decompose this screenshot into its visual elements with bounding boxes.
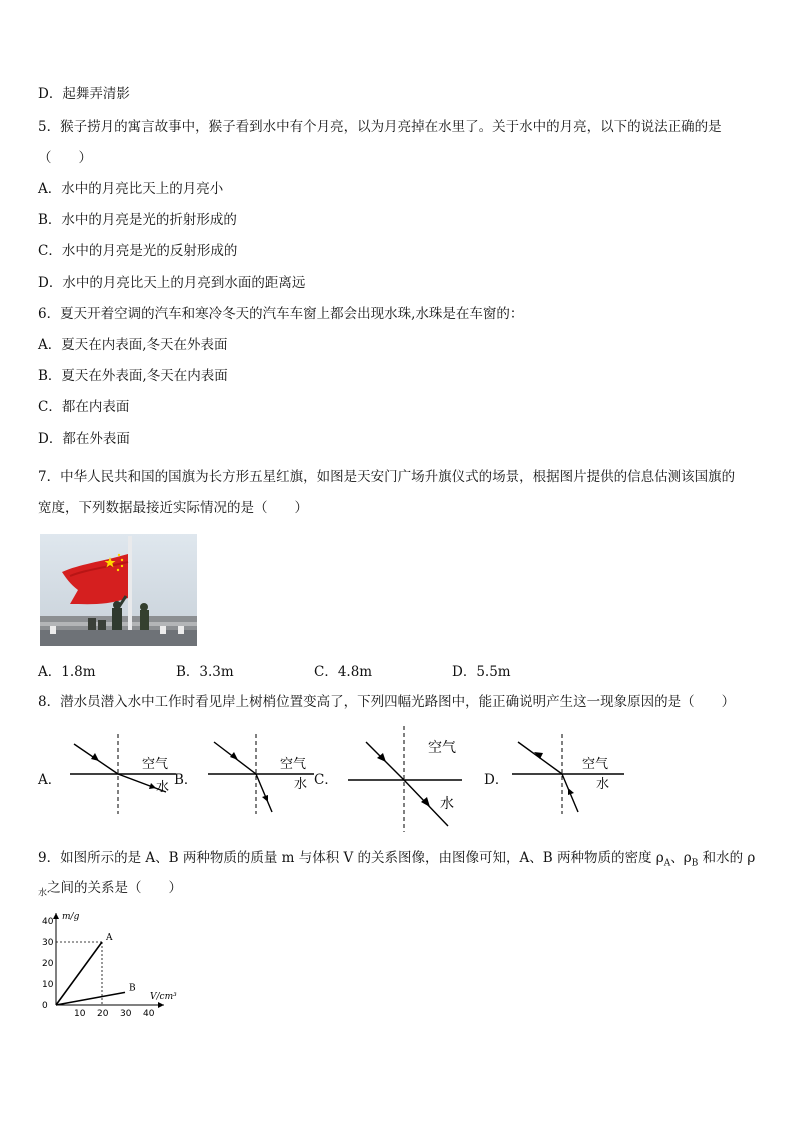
x-axis-arrow — [158, 1002, 164, 1008]
q9-stem-line2: $_水$之间的关系是（ ） — [38, 880, 183, 899]
series-label-b: B — [129, 983, 136, 994]
x-tick-label: 20 — [97, 1009, 109, 1019]
q6-stem: 6．夏天开着空调的汽车和寒冷冬天的汽车车窗上都会出现水珠,水珠是在车窗的： — [38, 306, 524, 322]
x-tick-label: 30 — [120, 1009, 132, 1019]
diagram-d-water-label: 水 — [596, 777, 610, 792]
x-tick-label: 10 — [74, 1009, 86, 1019]
q9-stem: 9．如图所示的是 A、B 两种物质的质量 m 与体积 V 的关系图像，由图像可知，A、B 两种物质的密度 $\rho_A$、$\rho_B$ 和水的 ρ — [38, 850, 756, 869]
q7-option-b: B．3.3m — [176, 664, 234, 680]
diagram-d-air-label: 空气 — [582, 757, 609, 772]
diagram-c-water-label: 水 — [440, 796, 454, 812]
q6-option-b: B．夏天在外表面,冬天在内表面 — [38, 368, 228, 384]
q7-stem-line2: 宽度，下列数据最接近实际情况的是（ ） — [38, 500, 308, 516]
q4-option-d: D．起舞弄清影 — [38, 86, 130, 102]
q7-option-a: A．1.8m — [38, 664, 96, 680]
series-line-b — [56, 992, 125, 1005]
q6-option-d: D．都在外表面 — [38, 431, 130, 447]
q8-stem: 8．潜水员潜入水中工作时看见岸上树梢位置变高了，下列四幅光路图中，能正确说明产生这一现象原因的是（ ） — [38, 694, 736, 710]
series-label-a: A — [106, 933, 113, 943]
diagram-a-air-label: 空气 — [142, 757, 169, 772]
q6-option-c: C．都在内表面 — [38, 399, 130, 415]
y-tick-label: 20 — [42, 959, 54, 969]
x-axis-label: V/cm³ — [150, 992, 177, 1002]
series-line-a — [56, 942, 102, 1005]
y-tick-label: 40 — [42, 917, 54, 927]
y-tick-label: 10 — [42, 980, 54, 990]
q5-option-b: B．水中的月亮是光的折射形成的 — [38, 212, 237, 228]
mass-volume-chart — [30, 908, 210, 1024]
q5-option-c: C．水中的月亮是光的反射形成的 — [38, 243, 238, 259]
diagram-a-water-label: 水 — [156, 780, 170, 795]
q5-stem: 5．猴子捞月的寓言故事中，猴子看到水中有个月亮，以为月亮掉在水里了。关于水中的月亮，以下的说法正确的是 — [38, 119, 722, 135]
q6-option-a: A．夏天在内表面,冬天在外表面 — [38, 337, 228, 353]
flag-raising-photo — [40, 534, 197, 646]
y-tick-label: 30 — [42, 938, 54, 948]
diagram-c-letter: C． — [314, 772, 338, 788]
diagram-a-letter: A． — [38, 772, 62, 788]
q7-option-c: C．4.8m — [314, 664, 373, 680]
diagram-b-water-label: 水 — [294, 777, 308, 792]
q5-option-a: A．水中的月亮比天上的月亮小 — [38, 181, 224, 197]
y-axis-arrow — [53, 913, 59, 919]
q5-option-d: D．水中的月亮比天上的月亮到水面的距离远 — [38, 275, 306, 291]
q5-stem-cont: （ ） — [38, 150, 92, 166]
x-tick-label: 40 — [143, 1009, 155, 1019]
diagram-c-air-label: 空气 — [428, 740, 456, 756]
y-tick-label: 0 — [42, 1001, 48, 1011]
diagram-d-letter: D． — [484, 772, 509, 788]
q7-stem-line1: 7．中华人民共和国的国旗为长方形五星红旗，如图是天安门广场升旗仪式的场景，根据图片提供的信息估测该国旗的 — [38, 469, 736, 485]
q7-option-d: D．5.5m — [452, 664, 511, 680]
y-axis-label: m/g — [62, 912, 80, 922]
diagram-b-letter: B． — [174, 772, 198, 788]
diagram-b-air-label: 空气 — [280, 757, 307, 772]
